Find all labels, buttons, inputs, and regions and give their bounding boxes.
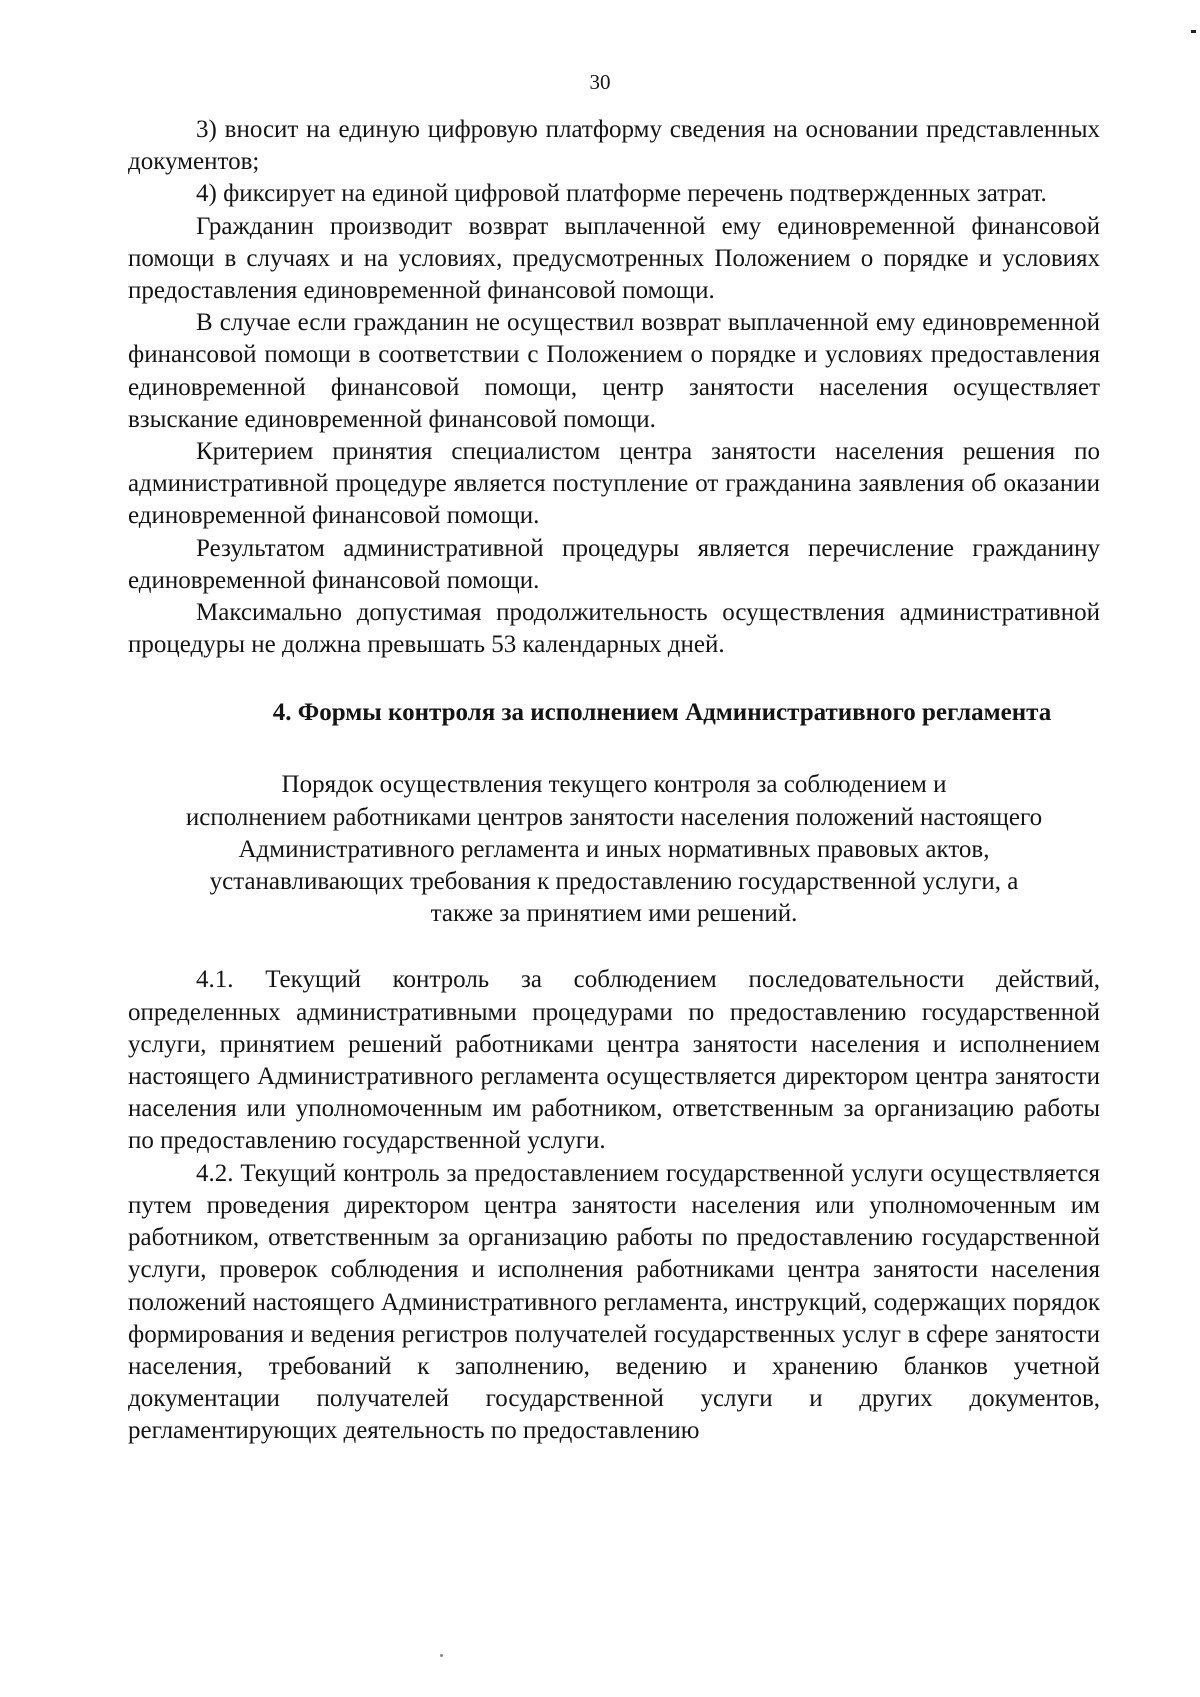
subsection-heading (128, 769, 1100, 930)
paragraph-4-1: 4.1. Текущий контроль за соблюдением последовательности действий, определенных административными процедурами по предоставлению государственной услуги, принятием решений работниками центра занятости населения и исполнением настоящего Административного регламента осуществляется директором центра занятости населения или уполномоченным им работником, ответственным за организацию работы по предоставлению государственной услуги. (128, 966, 1100, 1155)
page-number: 30 (589, 70, 611, 94)
spacer (128, 930, 1100, 964)
paragraph-recovery: В случае если гражданин не осуществил возврат выплаченной ему единовременной финансовой помощи в соответствии с Положением о порядке и условиях предоставления единовременной финансовой помощи, центр занятости населения осуществляет взыскание единовременной финансовой помощи. (128, 309, 1100, 433)
paragraph-refund: Гражданин производит возврат выплаченной ему единовременной финансовой помощи в случаях и на условиях, предусмотренных Положением о порядке и условиях предоставления единовременной финансовой помощи. (128, 212, 1100, 305)
subheading-line: Порядок осуществления текущего контроля за соблюдением и (281, 771, 947, 799)
subheading-line: исполнением работниками центров занятости населения положений настоящего (185, 803, 1043, 831)
paragraph-4-2: 4.2. Текущий контроль за предоставлением государственной услуги осуществляется путем проведения директором центра занятости населения или уполномоченным им работником, ответственным за организацию работы по предоставлению государственной услуги, проверок соблюдения и исполнения работниками центра занятости населения положений настоящего Административного регламента, инструкций, содержащих порядок формирования и ведения регистров получателей государственных услуг в сфере занятости населения, требований к заполнению, ведению и хранению бланков учетной документации получателей государственной услуги и других документов, регламентирующих деятельность по предоставлению (128, 1159, 1100, 1445)
paragraph-criterion: Критерием принятия специалистом центра занятости населения решения по административной процедуре является поступление от гражданина заявления об оказании единовременной финансовой помощи. (128, 438, 1100, 530)
paragraph-result: Результатом административной процедуры является перечисление гражданину единовременной финансовой помощи. (128, 534, 1100, 594)
document-body (128, 114, 1100, 1448)
section-heading: 4. Формы контроля за исполнением Административного регламента (272, 699, 1052, 727)
scan-edge-mark (1191, 30, 1196, 33)
paragraph-item-3: 3) вносит на единую цифровую платформу сведения на основании представленных документов; (128, 116, 1100, 176)
subheading-line: устанавливающих требования к предоставлению государственной услуги, а (209, 868, 1019, 896)
paragraph-max-duration: Максимально допустимая продолжительность осуществления административной процедуры не должна превышать 53 календарных дней. (128, 599, 1100, 659)
paragraph-item-4: 4) фиксирует на единой цифровой платформе перечень подтвержденных затрат. (196, 180, 1047, 208)
scan-speck (440, 1654, 443, 1657)
subheading-line: Административного регламента и иных нормативных правовых актов, (238, 835, 990, 863)
subheading-line: также за принятием ими решений. (430, 900, 798, 928)
